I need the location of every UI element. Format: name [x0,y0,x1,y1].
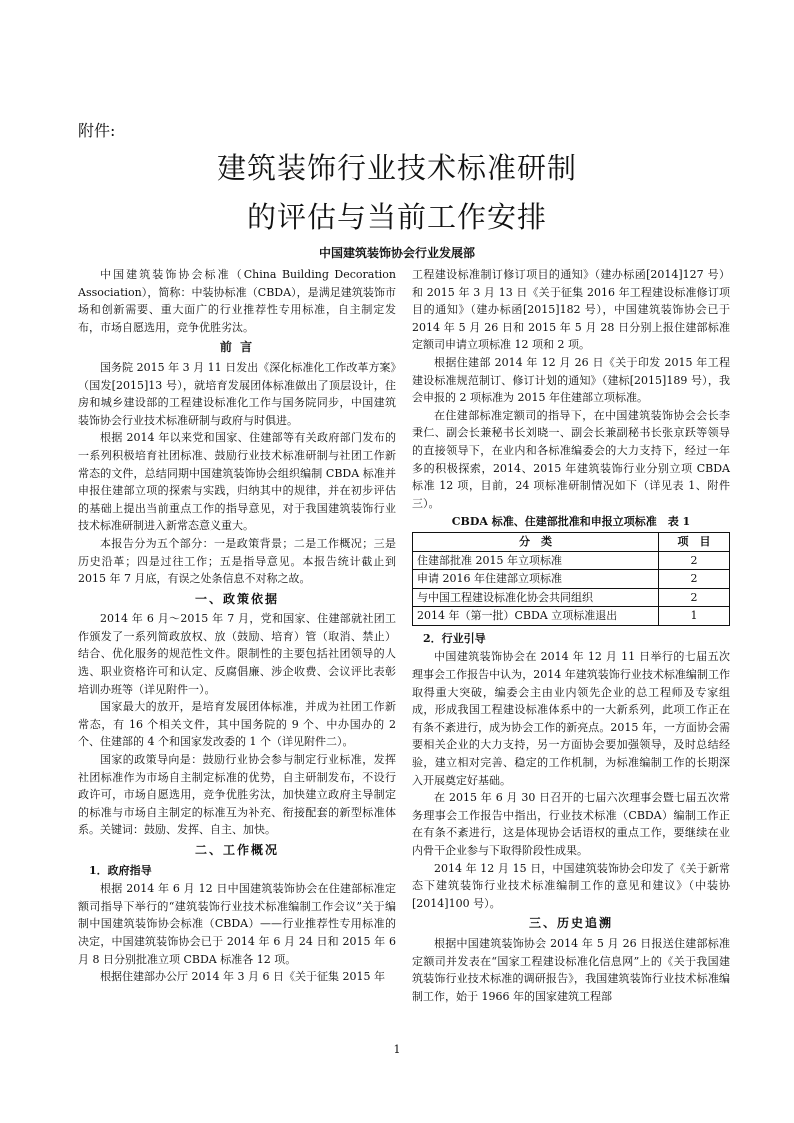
table-header-items: 项 目 [659,532,730,551]
section-2-heading: 二、工作概况 [194,843,279,857]
right-paragraph-3: 在住建部标准定额司的指导下，在中国建筑装饰协会会长李秉仁、副会长兼秘书长刘晓一、副会长兼副秘书长张京跃等领导的直接领导下，在业内和各标准编委会的大力支持下，经过一年多的积极探索，2014、2015 年建筑装饰行业分别立项 CBDA 标准 12 项，目前，24 项标准研制情况如下（详见表 1、附件三）。 [412,408,730,510]
section-2-subheading-1: 1．政府指导 [89,863,152,877]
table-row [413,588,730,607]
table-row [413,607,730,626]
right-paragraph-6: 2014 年 12 月 15 日，中国建筑装饰协会印发了《关于新常态下建筑装饰行业技术标准编制工作的意见和建议》（中装协[2014]100 号）。 [412,861,730,910]
table-cell-category: 申请 2016 年住建部立项标准 [413,570,659,589]
right-paragraph-7: 根据中国建筑装饰协会 2014 年 5 月 26 日报送住建部标准定额司并发表在“国家工程建设标准化信息网”上的《关于我国建筑装饰行业技术标准的调研报告》，我国建筑装饰行业技术标准编制工作，始于 1966 年的国家建筑工程部 [412,936,730,1003]
preface-paragraph-2: 根据 2014 年以来党和国家、住建部等有关政府部门发布的一系列积极培育社团标准、鼓励行业技术标准研制与社团工作新常态的文件，总结同期中国建筑装饰协会组织编制 CBDA 标准并申报住建部立项的探索与实践，归纳其中的规律，并在初步评估的基础上提出当前重点工作的指导意见，对于我国建筑装饰行业技术标准研制进入新常态意义重大。 [78,431,396,533]
section-1-paragraph-3: 国家的政策导向是：鼓励行业协会参与制定行业标准，发挥社团标准作为市场自主制定标准的优势，自主研制发布，不设行政许可，市场自愿选用，竞争优胜劣汰，加快建立政府主导制定的标准与市场自主制定的标准互为补充、衔接配套的新型标准体系。关键词：鼓励、发挥、自主、加快。 [78,753,396,837]
right-column [412,266,730,1005]
table-cell-items: 2 [659,551,730,570]
section-2-paragraph-1: 根据 2014 年 6 月 12 日中国建筑装饰协会在住建部标准定额司指导下举行的“建筑装饰行业技术标准编制工作会议”关于编制中国建筑装饰协会标准（CBDA）——行业推荐性专用标准的决定，中国建筑装饰协会已于 2014 年 6 月 24 日和 2015 年 6 月 8 日分别批准立项 CBDA 标准各 12 项。 [78,882,396,966]
right-paragraph-2: 根据住建部 2014 年 12 月 26 日《关于印发 2015 年工程建设标准规范制订、修订计划的通知》（建标[2015]189 号），我会申报的 2 项标准为 2015 年住建部立项标准。 [412,355,730,405]
table-cell-items: 2 [659,570,730,589]
table-header-category: 分 类 [413,532,659,551]
table-header-row [413,532,730,551]
table-row [413,570,730,589]
author-organization: 中国建筑装饰协会行业发展部 [318,246,475,260]
section-2-subheading-2: 2．行业引导 [423,631,486,645]
table-cell-category: 与中国工程建设标准化协会共同组织 [413,588,659,607]
section-1-heading: 一、政策依据 [194,591,279,606]
table-caption: CBDA 标准、住建部批准和申报立项标准 表 1 [451,515,691,529]
table-cell-category: 2014 年（第一批）CBDA 立项标准退出 [413,607,659,626]
table-cell-items: 2 [659,588,730,607]
page-number: 1 [393,1043,401,1056]
intro-paragraph: 中国建筑装饰协会标准（China Building Decoration Association），简称：中装协标准（CBDA），是满足建筑装饰市场和创新需要、重大面广的行业推荐性专用标准，自主制定发布，市场自愿选用，竞争优胜劣汰。 [78,268,396,334]
document-title-line-2: 的评估与当前工作安排 [246,200,547,234]
continued-paragraph: 工程建设标准制订修订项目的通知》（建办标函[2014]127 号）和 2015 年 3 月 13 日《关于征集 2016 年工程建设标准修订项目的通知》（建办标函[2015]182 号），中国建筑装饰协会已于 2014 年 5 月 26 日和 2015 年 5 月 28 日分别上报住建部标准定额司申请立项标准 12 项和 2 项。 [412,268,730,352]
attachment-label: 附件: [78,121,116,140]
section-1-paragraph-1: 2014 年 6 月～2015 年 7 月，党和国家、住建部就社团工作颁发了一系列简政放权、放（鼓励、培育）管（取消、禁止）结合、优化服务的规范性文件。限制性的主要包括社团领导的人选、职业资格许可和认定、反腐倡廉、涉企收费、会议评比表彰培训办班等（详见附件一）。 [78,612,396,696]
right-paragraph-4: 中国建筑装饰协会在 2014 年 12 月 11 日举行的七届五次理事会工作报告中认为，2014 年建筑装饰行业技术标准编制工作取得重大突破，编委会主由业内领先企业的总工程师及专家组成，形成我国工程建设标准体系中的一大新系列，此项工作正在有条不紊进行，成为协会工作的新亮点。2015 年，一方面协会需要相关企业的大力支持，另一方面协会要加强领导，及时总结经验，建立相对完善、稳定的工作机制，为标准编制工作的长期深入开展奠定好基础。 [412,650,730,787]
preface-paragraph-3: 本报告分为五个部分：一是政策背景；二是工作概况；三是历史沿革；四是过往工作；五是指导意见。本报告统计截止到 2015 年 7 月底，有误之处条信息不对称之故。 [78,536,396,586]
preface-paragraph-1: 国务院 2015 年 3 月 11 日发出《深化标准化工作改革方案》（国发[2015]13 号），就培育发展团体标准做出了顶层设计，住房和城乡建设部的工程建设标准化工作与国务院同步，中国建筑装饰协会行业技术标准研制与政府与时俱进。 [78,360,396,427]
right-paragraph-5: 在 2015 年 6 月 30 日召开的七届六次理事会暨七届五次常务理事会工作报告中指出，行业技术标准（CBDA）编制工作正在有条不紊进行，这是体现协会话语权的重点工作，要继续在业内骨干企业参与下取得阶段性成果。 [412,791,730,857]
left-column [78,266,396,986]
standards-table [412,532,730,626]
table-cell-category: 住建部批准 2015 年立项标准 [413,551,659,570]
section-3-heading: 三、历史追溯 [528,916,613,931]
document-title-line-1: 建筑装饰行业技术标准研制 [216,151,577,185]
section-1-paragraph-2: 国家最大的放开，是培育发展团体标准，并成为社团工作新常态，有 16 个相关文件，其中国务院的 9 个、中办国办的 2 个、住建部的 4 个和国家发改委的 1 个（详见附件二）。 [78,700,396,749]
section-2-paragraph-2: 根据住建部办公厅 2014 年 3 月 6 日《关于征集 2015 年 [100,970,385,984]
table-row [413,551,730,570]
table-cell-items: 1 [659,607,730,626]
preface-heading: 前 言 [219,340,255,355]
